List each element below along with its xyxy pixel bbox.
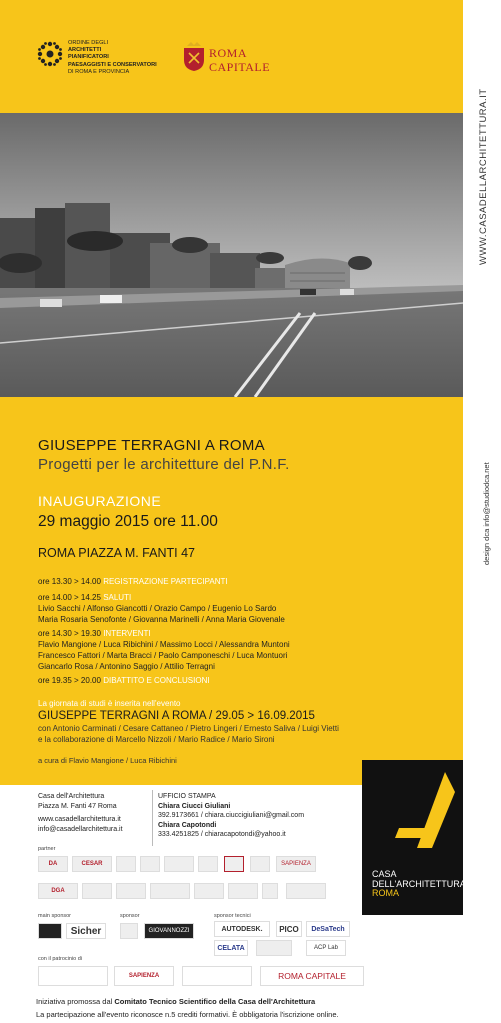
press-office-contact: UFFICIO STAMPA Chiara Ciucci Giuliani 392.9173661 / chiara.ciuccigiuliani@gmail.com Chiara Capotondi 333.4251825 / chiaracapotondi@yahoo.it (158, 793, 305, 838)
ordine-text: ORDINE DEGLI ARCHITETTI PIANIFICATORI PAESAGGISTI E CONSERVATORI DI ROMA E PROVINCIA (68, 40, 157, 75)
partner-logo-5 (164, 856, 194, 872)
footer-promoted-by: Iniziativa promossa dal Comitato Tecnico Scientifico della Casa dell'Architettura (36, 997, 316, 1006)
event-place: ROMA PIAZZA M. FANTI 47 (38, 546, 195, 560)
exhibit-curators: a cura di Flavio Mangione / Luca Ribichini (38, 756, 177, 765)
partner-logo-da: DA (38, 856, 68, 872)
program-interventi: ore 14.30 > 19.30 INTERVENTI (38, 629, 151, 638)
partner-logo-cesar: CESAR (72, 856, 112, 872)
roma-capitale-text: ROMA CAPITALE (209, 46, 271, 74)
sponsor-logo-moss (38, 923, 62, 939)
casa-email-link[interactable]: info@casadellarchitettura.it (38, 825, 123, 833)
casa-logo-text: CASA DELL'ARCHITETTURA ROMA (372, 869, 466, 898)
program-dibattito: ore 19.35 > 20.00 DIBATTITO E CONCLUSIONI (38, 676, 210, 685)
partner-logo-4 (140, 856, 160, 872)
patron-logo-roma-capitale: ROMA CAPITALE (260, 966, 364, 986)
saluti-line-1: Livio Sacchi / Alfonso Giancotti / Orazio Campo / Eugenio Lo Sardo (38, 604, 277, 613)
interventi-line-3: Giancarlo Rosa / Antonino Saggio / Attilio Terragni (38, 662, 215, 671)
letter-a-icon (377, 770, 457, 850)
press-email-2[interactable]: 333.4251825 / chiaracapotondi@yahoo.it (158, 831, 286, 838)
hero-photo (0, 113, 463, 397)
partner-logo-mr (262, 883, 278, 899)
partner-logo-7 (224, 856, 244, 872)
press-email-1[interactable]: 392.9173661 / chiara.ciuccigiuliani@gmail.com (158, 812, 305, 819)
sponsor-logo-desatech: DeSaTech (306, 921, 350, 937)
roma-capitale-logo (183, 38, 283, 78)
partner-logo-16 (286, 883, 326, 899)
partner-logo-12 (150, 883, 190, 899)
design-credit: design dca info@studiodca.net (482, 462, 491, 565)
contact-divider (152, 790, 153, 846)
casa-architettura-logo (362, 760, 466, 915)
program-registration: ore 13.30 > 14.00 REGISTRAZIONE PARTECIPANTI (38, 577, 228, 586)
partner-logo-14 (228, 883, 258, 899)
sponsor-logo-sicher: Sicher (66, 923, 106, 939)
partner-logo-10 (82, 883, 112, 899)
tech-sponsor-label: sponsor tecnici (214, 913, 251, 919)
main-sponsor-label: main sponsor (38, 913, 72, 919)
sidebar-url[interactable]: WWW.CASADELLARCHITETTURA.IT (478, 88, 489, 265)
event-subtitle: Progetti per le architetture del P.N.F. (38, 456, 290, 473)
patronage-label: con il patrocinio di (38, 956, 83, 962)
interventi-line-2: Francesco Fattori / Marta Bracci / Paolo Camponeschi / Luca Montuori (38, 651, 288, 660)
patron-logo-sapienza: SAPIENZA (114, 966, 174, 986)
sponsor-logo-acp: ACP Lab (306, 940, 346, 956)
exhibit-artists: con Antonio Carminati / Cesare Cattaneo / Pietro Lingeri / Ernesto Saliva / Luigi Vietti (38, 724, 339, 733)
sponsor-label: sponsor (120, 913, 140, 919)
exhibit-intro: La giornata di studi è inserita nell'evento (38, 699, 181, 708)
sponsor-logo-giovannozzi: GIOVANNOZZI (144, 923, 194, 939)
partner-logo-sapienza-small: SAPIENZA (276, 856, 316, 872)
patron-logo-mibact (182, 966, 252, 986)
partner-logo-13 (194, 883, 224, 899)
partner-logo-6 (198, 856, 218, 872)
street-photo-image (0, 113, 463, 397)
event-title: GIUSEPPE TERRAGNI A ROMA (38, 437, 265, 454)
sponsor-logo-celata: CELATA (214, 940, 248, 956)
patron-logo-ministero-esteri (38, 966, 108, 986)
partner-logo-11 (116, 883, 146, 899)
exhibit-title: GIUSEPPE TERRAGNI A ROMA / 29.05 > 16.09.2015 (38, 710, 315, 722)
partner-label: partner (38, 846, 56, 852)
interventi-line-1: Flavio Mangione / Luca Ribichini / Massimo Locci / Alessandra Muntoni (38, 640, 290, 649)
sponsor-logo-pico: PICO (276, 921, 302, 937)
footer-credits: La partecipazione all'evento riconosce n.5 crediti formativi. È obbligatoria l'iscrizione online. (36, 1010, 339, 1019)
sponsor-logo-str (120, 923, 138, 939)
casa-contact: Casa dell'Architettura Piazza M. Fanti 47 Roma www.casadellarchitettura.it info@casadellarchitettura.it (38, 793, 123, 833)
program-saluti: ore 14.00 > 14.25 SALUTI (38, 593, 132, 602)
partner-logo-3 (116, 856, 136, 872)
event-date: 29 maggio 2015 ore 11.00 (38, 513, 218, 530)
roma-shield-icon (183, 40, 205, 72)
ordine-logo (36, 40, 166, 76)
partner-logo-8 (250, 856, 270, 872)
sun-emblem-icon (36, 40, 64, 68)
saluti-line-2: Maria Rosaria Senofonte / Giovanna Marinelli / Anna Maria Giovenale (38, 615, 285, 624)
sponsor-logo-20 (256, 940, 292, 956)
casa-website-link[interactable]: www.casadellarchitettura.it (38, 816, 121, 823)
exhibit-collaboration: e la collaborazione di Marcello Nizzoli / Mario Radice / Mario Sironi (38, 735, 275, 744)
inauguration-label: INAUGURAZIONE (38, 493, 162, 509)
sponsor-logo-autodesk: AUTODESK. (214, 921, 270, 937)
partner-logo-dga: DGA (38, 883, 78, 899)
